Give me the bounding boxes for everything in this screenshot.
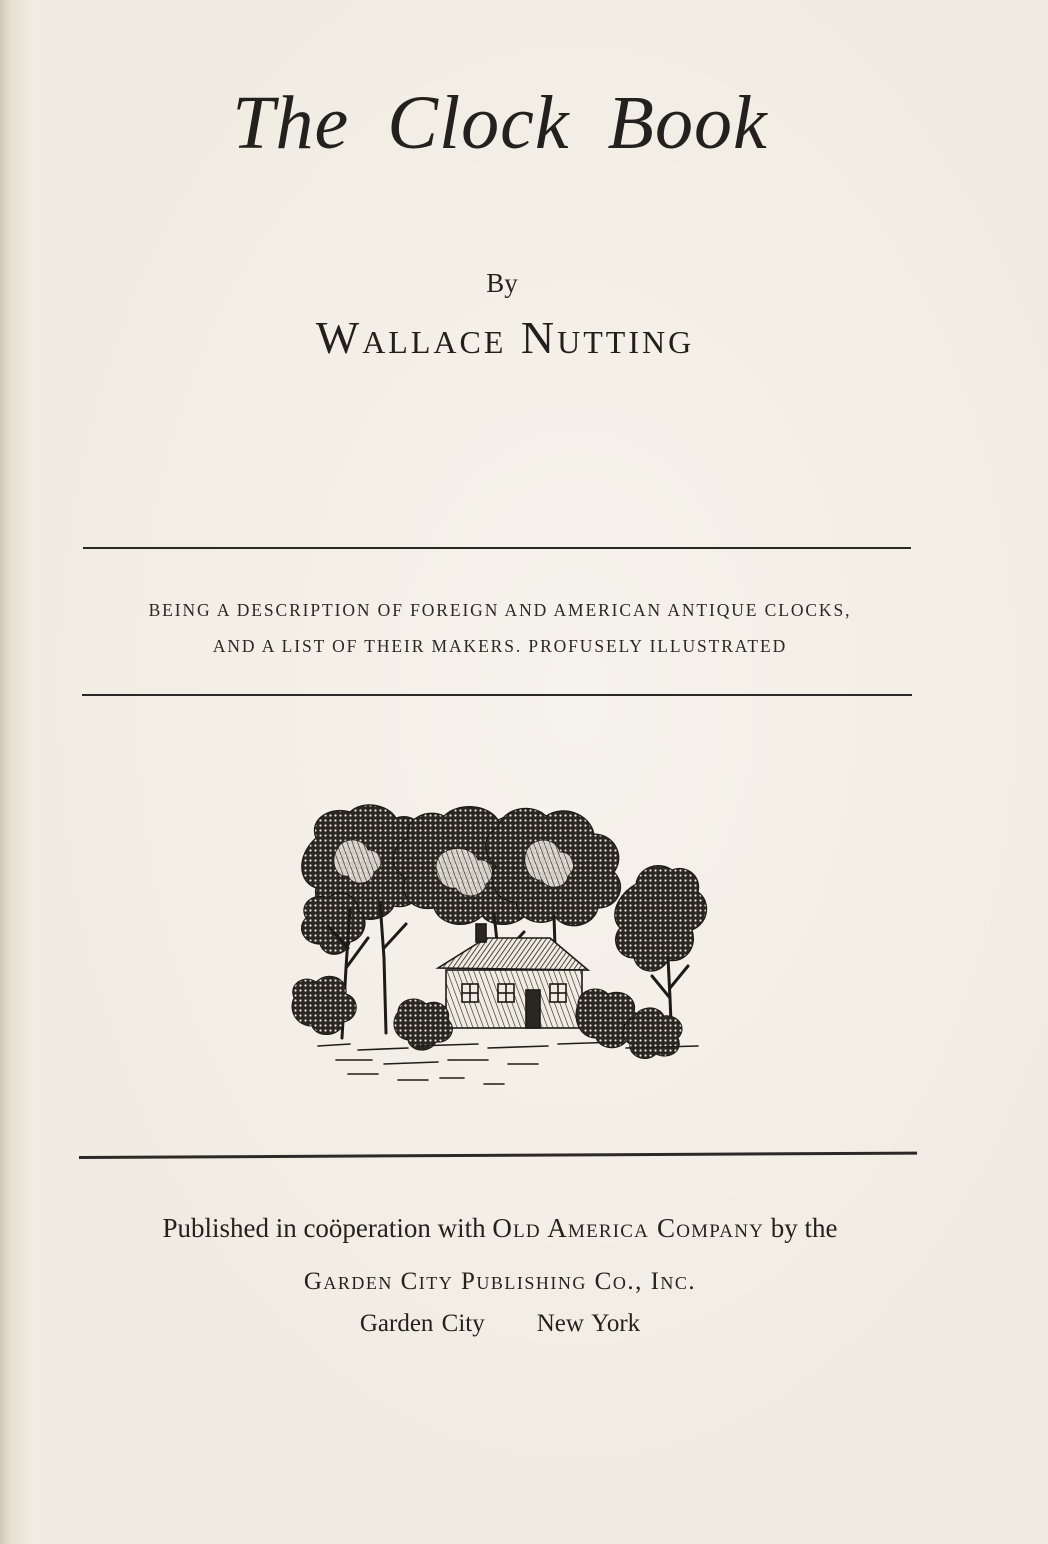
publisher-location [0, 1304, 1000, 1344]
subtitle-description [70, 592, 930, 664]
publisher-imprint [0, 1204, 1000, 1344]
byline: By [486, 268, 518, 298]
description-line-1: BEING A DESCRIPTION OF FOREIGN AND AMERICAN ANTIQUE CLOCKS, [148, 600, 852, 620]
author-name: Wallace Nutting [315, 312, 695, 363]
book-title: The Clock Book [232, 81, 768, 165]
cooperating-company: Old America Company [492, 1213, 765, 1243]
publisher-name: Garden City Publishing Co., Inc. [303, 1268, 697, 1295]
bottom-rule [79, 1152, 917, 1159]
engraved-cottage-trees-vignette-icon [288, 798, 718, 1098]
description-line-2: AND A LIST OF THEIR MAKERS. PROFUSELY ILLUSTRATED [212, 636, 788, 656]
published-line [0, 1204, 1000, 1252]
top-rule [83, 547, 911, 549]
published-prefix: Published in coöperation with [162, 1213, 486, 1243]
publisher-city: Garden City [359, 1310, 485, 1337]
published-suffix: by the [770, 1213, 838, 1243]
middle-rule [82, 694, 912, 696]
publisher-state: New York [536, 1310, 641, 1337]
